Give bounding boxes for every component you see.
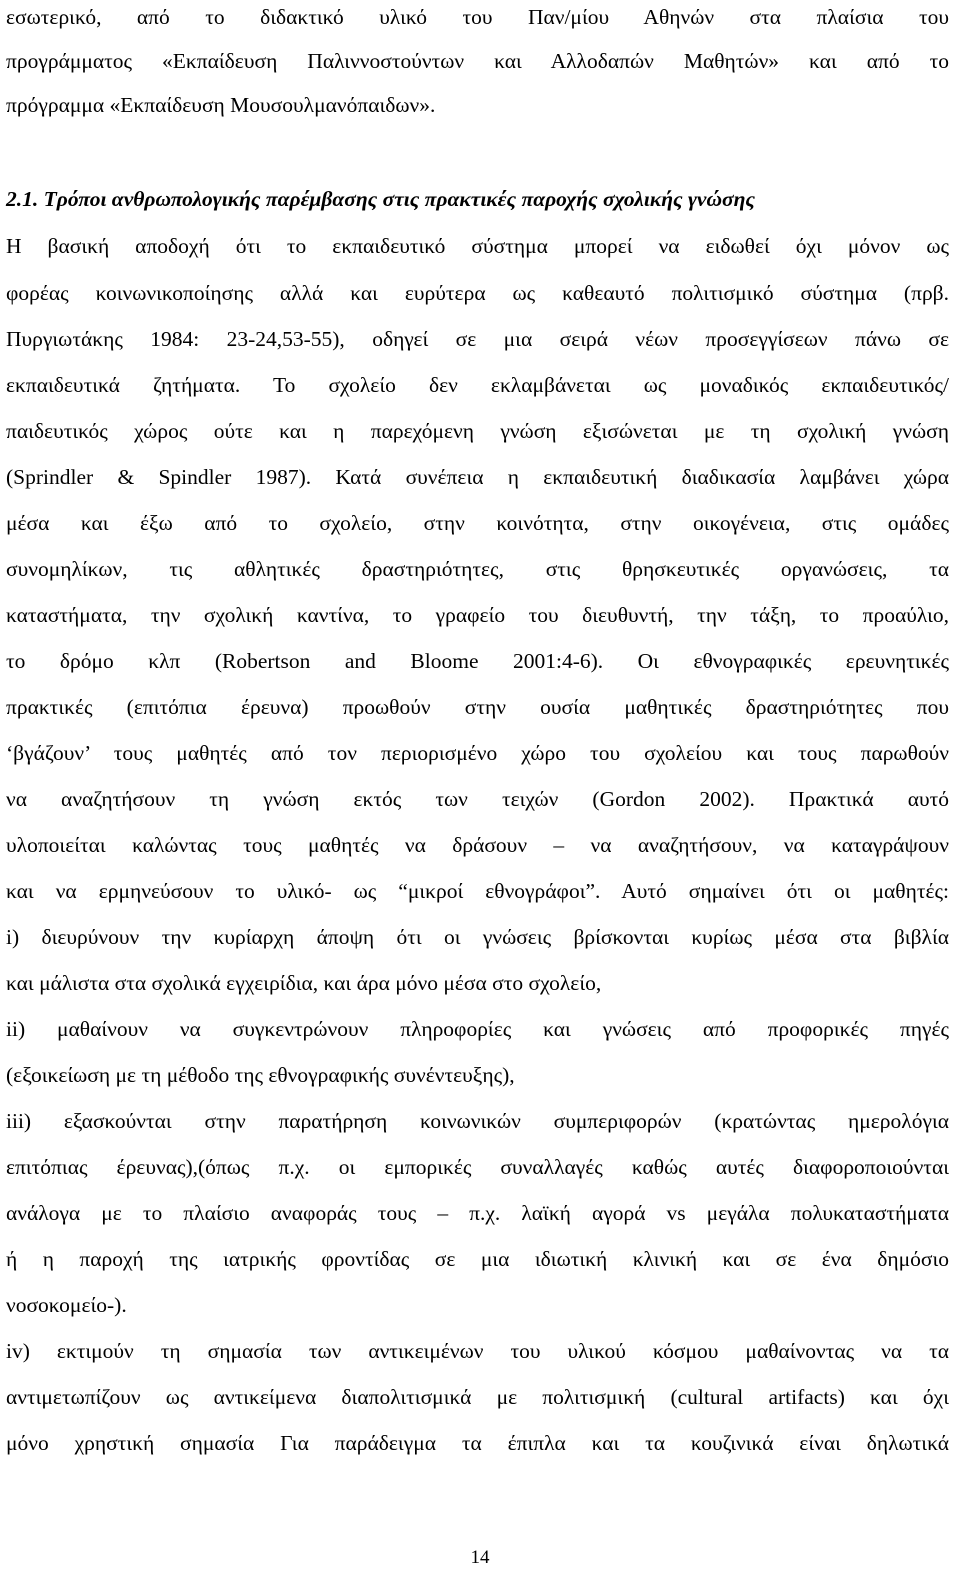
text-line: προγράμματος «Εκπαίδευση Παλιννοστούντων και Αλλοδαπών Μαθητών» και από το bbox=[6, 49, 949, 73]
text-line: αντιμετωπίζουν ως αντικείμενα διαπολιτισμικά με πολιτισμική (cultural artifacts) και όχι bbox=[6, 1385, 949, 1409]
text-line: i) διευρύνουν την κυρίαρχη άποψη ότι οι γνώσεις βρίσκονται κυρίως μέσα στα βιβλία bbox=[6, 925, 949, 949]
text-line: μόνο χρηστική σημασία Για παράδειγμα τα έπιπλα και τα κουζινικά είναι δηλωτικά bbox=[6, 1431, 949, 1455]
text-line: (εξοικείωση με τη μέθοδο της εθνογραφικής συνέντευξης), bbox=[6, 1063, 515, 1087]
section-heading: 2.1. Τρόποι ανθρωπολογικής παρέμβασης στις πρακτικές παροχής σχολικής γνώσης bbox=[6, 187, 755, 211]
text-line: και μάλιστα στα σχολικά εγχειρίδια, και άρα μόνο μέσα στο σχολείο, bbox=[6, 971, 602, 995]
text-line: το δρόμο κλπ (Robertson and Bloome 2001:4-6). Οι εθνογραφικές ερευνητικές bbox=[6, 649, 949, 673]
text-line: και να ερμηνεύσουν το υλικό- ως “μικροί εθνογράφοι”. Αυτό σημαίνει ότι οι μαθητές: bbox=[6, 879, 949, 903]
text-line: υλοποιείται καλώντας τους μαθητές να δράσουν – να αναζητήσουν, να καταγράψουν bbox=[6, 833, 949, 857]
page-number: 14 bbox=[470, 1547, 490, 1568]
text-line: εσωτερικό, από το διδακτικό υλικό του Παν/μίου Αθηνών στα πλαίσια του bbox=[6, 5, 949, 29]
text-line: ‘βγάζουν’ τους μαθητές από τον περιορισμένο χώρο του σχολείου και τους παρωθούν bbox=[6, 741, 949, 765]
text-line: ή η παροχή της ιατρικής φροντίδας σε μια ιδιωτική κλινική και σε ένα δημόσιο bbox=[6, 1247, 949, 1271]
text-line: Η βασική αποδοχή ότι το εκπαιδευτικό σύστημα μπορεί να ειδωθεί όχι μόνον ως bbox=[6, 234, 949, 258]
text-line: πρόγραμμα «Εκπαίδευση Μουσουλμανόπαιδων». bbox=[6, 93, 436, 117]
text-line: συνομηλίκων, τις αθλητικές δραστηριότητες, στις θρησκευτικές οργανώσεις, τα bbox=[6, 557, 949, 581]
text-line: (Sprindler & Spindler 1987). Κατά συνέπεια η εκπαιδευτική διαδικασία λαμβάνει χώρα bbox=[6, 465, 949, 489]
text-line: ανάλογα με το πλαίσιο αναφοράς τους – π.χ. λαϊκή αγορά vs μεγάλα πολυκαταστήματα bbox=[6, 1201, 949, 1225]
text-line: πρακτικές (επιτόπια έρευνα) προωθούν στην ουσία μαθητικές δραστηριότητες που bbox=[6, 695, 949, 719]
text-line: να αναζητήσουν τη γνώση εκτός των τειχών (Gordon 2002). Πρακτικά αυτό bbox=[6, 787, 949, 811]
text-line: ii) μαθαίνουν να συγκεντρώνουν πληροφορίες και γνώσεις από προφορικές πηγές bbox=[6, 1017, 949, 1041]
text-line: iv) εκτιμούν τη σημασία των αντικειμένων του υλικού κόσμου μαθαίνοντας να τα bbox=[6, 1339, 949, 1363]
text-line: Πυργιωτάκης 1984: 23-24,53-55), οδηγεί σε μια σειρά νέων προσεγγίσεων πάνω σε bbox=[6, 327, 949, 351]
text-line: νοσοκομείο-). bbox=[6, 1293, 127, 1317]
text-line: iii) εξασκούνται στην παρατήρηση κοινωνικών συμπεριφορών (κρατώντας ημερολόγια bbox=[6, 1109, 949, 1133]
text-line: καταστήματα, την σχολική καντίνα, το γραφείο του διευθυντή, την τάξη, το προαύλιο, bbox=[6, 603, 949, 627]
text-line: παιδευτικός χώρος ούτε και η παρεχόμενη γνώση εξισώνεται με τη σχολική γνώση bbox=[6, 419, 949, 443]
text-line: εκπαιδευτικά ζητήματα. Το σχολείο δεν εκλαμβάνεται ως μοναδικός εκπαιδευτικός/ bbox=[6, 373, 949, 397]
text-line: φορέας κοινωνικοποίησης αλλά και ευρύτερα ως καθεαυτό πολιτισμικό σύστημα (πρβ. bbox=[6, 281, 949, 305]
text-line: μέσα και έξω από το σχολείο, στην κοινότητα, στην οικογένεια, στις ομάδες bbox=[6, 511, 949, 535]
text-line: επιτόπιας έρευνας),(όπως π.χ. οι εμπορικές συναλλαγές καθώς αυτές διαφοροποιούνται bbox=[6, 1155, 949, 1179]
